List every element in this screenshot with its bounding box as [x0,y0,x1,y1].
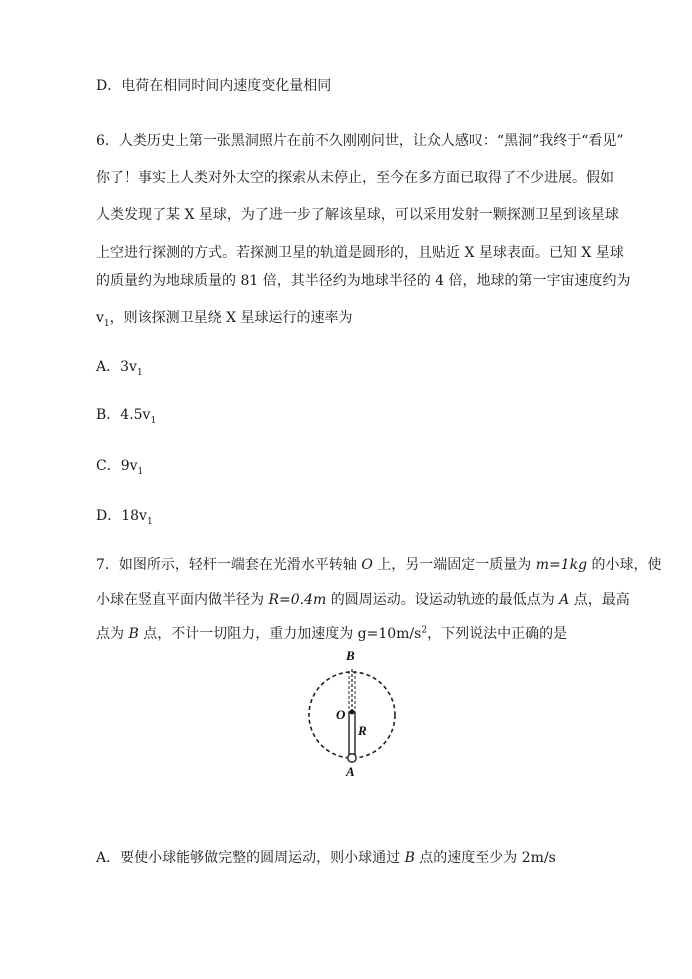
q6-option-a [96,357,143,377]
q6-option-d [96,506,153,526]
ball [348,754,356,762]
q6-option-b [96,405,156,425]
q7-text: 点，最高 [569,592,630,608]
q6-stem-line: 上空进行探测的方式。若探测卫星的轨道是圆形的，且贴近 X 星球表面。已知 X 星球 [96,245,624,261]
q5-option-d: D．电荷在相同时间内速度变化量相同 [96,78,332,94]
option-prefix: A． [96,359,121,375]
option-sub: 1 [150,415,157,426]
label-r: R [358,723,367,738]
q7-text: 的小球，使 [587,557,662,573]
q7-axis-symbol: O [361,557,373,573]
q7-stem-line [96,624,567,644]
q6-stem-tail: ，则该探测卫星绕 X 星球运行的速率为 [109,310,353,326]
q7-radius-value: R=0.4m [268,592,327,608]
q6-speed-var: v [96,310,104,326]
label-b: B [346,648,355,663]
q6-stem-line: 的质量约为地球质量的 81 倍，其半径约为地球半径的 4 倍，地球的第一宇宙速度约为 [96,273,631,289]
option-prefix: D． [96,508,122,524]
q7-exponent: 2 [421,625,428,636]
q6-speed-sub: 1 [103,318,110,329]
q7-text: ，下列说法中正确的是 [427,626,568,642]
q7-text: 的圆周运动。设运动轨迹的最低点为 [326,592,560,608]
q6-option-c [96,456,143,476]
label-a: A [346,764,355,779]
option-value: 18v [121,508,147,524]
q7-text: 点为 [96,626,129,642]
q7-option-point: B [404,850,415,866]
circular-motion-figure [302,645,402,785]
q7-point-b: B [128,626,139,642]
q7-option-text: 点的速度至少为 2m/s [414,850,556,866]
option-value: 9v [120,458,138,474]
option-value: 3v [120,359,137,375]
q6-stem-line: 人类发现了某 X 星球，为了进一步了解该星球，可以采用发射一颗探测卫星到该星球 [96,207,619,223]
q7-text: 点，不计一切阻力，重力加速度为 g=10m/s [138,626,422,642]
q7-option-text: A．要使小球能够做完整的圆周运动，则小球通过 [96,850,405,866]
q7-stem-line [96,590,630,610]
option-prefix: C． [96,458,121,474]
q7-text: 小球在竖直平面内做半径为 [96,592,269,608]
q7-text: 7．如图所示，轻杆一端套在光滑水平转轴 [96,557,362,573]
option-sub: 1 [146,516,153,527]
label-o: O [336,707,346,722]
q6-stem-line: 6．人类历史上第一张黑洞照片在前不久刚刚问世，让众人感叹：“黑洞”我终于“看见” [96,133,624,149]
option-prefix: B． [96,407,121,423]
option-sub: 1 [136,367,143,378]
q7-stem-line [96,555,662,575]
q7-mass-value: m=1kg [535,557,588,573]
rod [349,712,355,754]
q6-stem-last-line [96,308,353,328]
option-value: 4.5v [120,407,151,423]
q7-text: 上，另一端固定一质量为 [372,557,536,573]
option-sub: 1 [137,466,144,477]
q6-stem-line: 你了！事实上人类对外太空的探索从未停止，至今在多方面已取得了不少进展。假如 [96,170,614,186]
pivot-point [350,710,355,715]
q7-point-a: A [559,592,570,608]
q7-option-a [96,848,556,868]
